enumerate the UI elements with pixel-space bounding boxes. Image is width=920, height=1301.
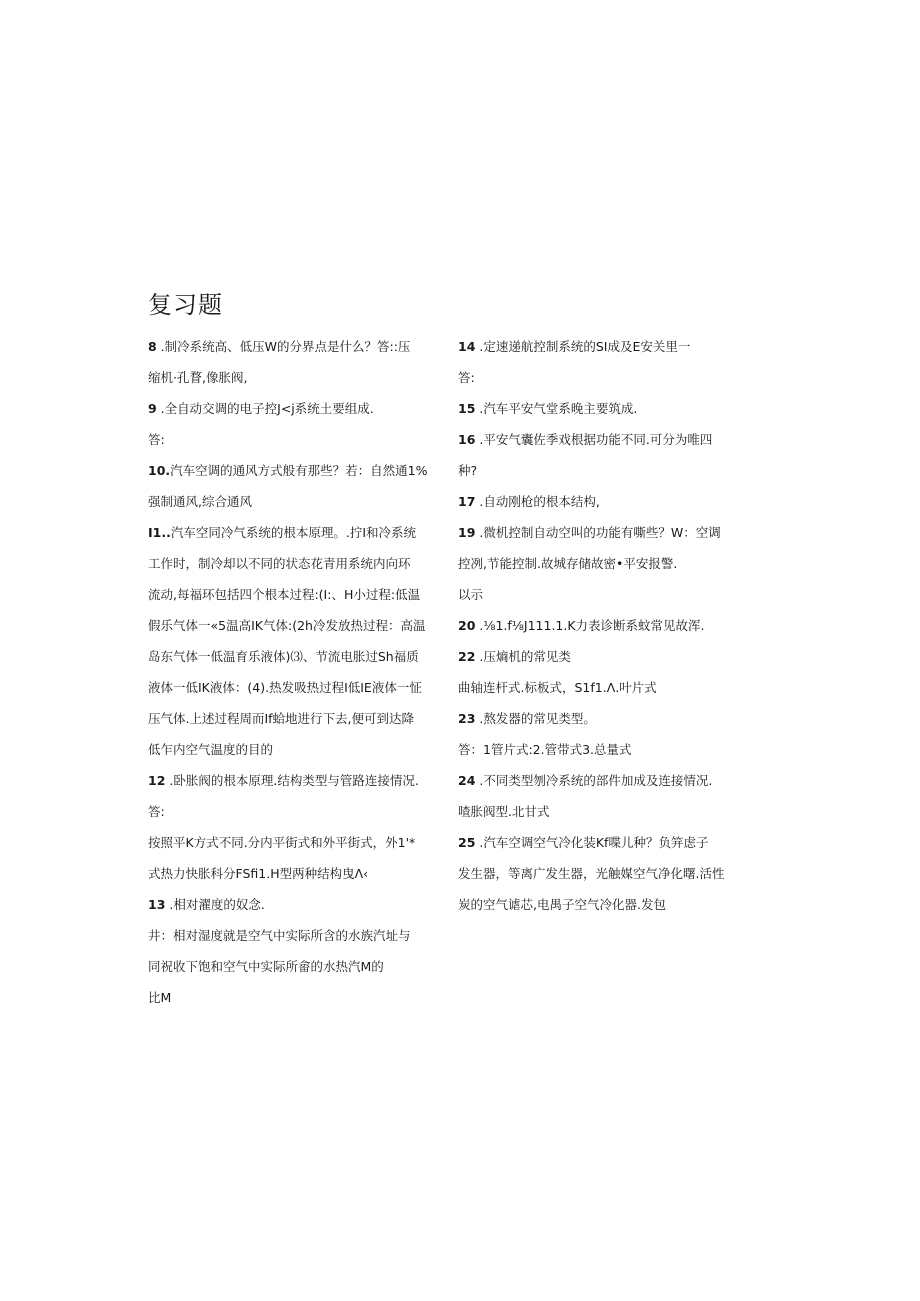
text-line	[148, 672, 438, 703]
line-text: .不同类型刎冷系统的部件加成及连接情况.	[475, 773, 713, 788]
line-text: 工作时，制冷却以不同的状态花青用系统内向环	[148, 556, 411, 571]
text-line	[148, 796, 438, 827]
text-line	[148, 579, 438, 610]
line-text: 式热力快胀科分FSfi1.H型两种结构曳Λ‹	[148, 866, 369, 881]
line-text: 曲轴连杆式.标板式，S1f1.Λ.叶片式	[458, 680, 657, 695]
question-number: 15	[458, 401, 476, 416]
text-line	[458, 393, 748, 424]
line-text: 井：相对湿度就是空气中实际所含的水族汽址与	[148, 928, 411, 943]
text-line	[148, 486, 438, 517]
text-line	[148, 610, 438, 641]
text-line	[458, 517, 748, 548]
line-text: 炭的空气谑芯,电禺子空气冷化器.发包	[458, 897, 666, 912]
text-line	[458, 672, 748, 703]
line-text: 发生器，等离广发生器，光触媒空气净化曙.活性	[458, 866, 725, 881]
line-text: 种?	[458, 463, 478, 478]
text-line	[458, 796, 748, 827]
line-text: .微机控制自动空叫的功能有嘶些？W：空调	[475, 525, 721, 540]
question-number: 16	[458, 432, 476, 447]
text-line	[458, 486, 748, 517]
line-text: 假乐气体一«5温高IK气体:(2h冷发放热过程：高温	[148, 618, 426, 633]
question-number: 19	[458, 525, 476, 540]
text-line	[458, 362, 748, 393]
line-text: .制冷系统高、低压W的分界点是什么？答::压	[156, 339, 411, 354]
text-line	[458, 889, 748, 920]
text-line	[148, 455, 438, 486]
text-line	[148, 920, 438, 951]
text-line	[458, 548, 748, 579]
text-line	[148, 362, 438, 393]
text-line	[148, 889, 438, 920]
question-number: 8	[148, 339, 157, 354]
question-number: 17	[458, 494, 476, 509]
question-number: 13	[148, 897, 166, 912]
line-text: .⅛1.f⅛J111.1.K力表诊断系蚊常见故浑.	[475, 618, 705, 633]
question-number: 12	[148, 773, 166, 788]
question-number: I1..	[148, 525, 171, 540]
line-text: 控冽,节能控制.故城存储故密•平安报警.	[458, 556, 678, 571]
text-line	[458, 641, 748, 672]
line-text: 液体一低IK液体：(4).热发吸热过程I低IE液体一怔	[148, 680, 422, 695]
text-line	[458, 455, 748, 486]
line-text: .压熵机的常见类	[475, 649, 571, 664]
text-line	[458, 579, 748, 610]
text-line	[148, 517, 438, 548]
line-text: .汽车空调空气冷化装Kf喋儿种？负笄虑子	[475, 835, 709, 850]
question-number: 23	[458, 711, 476, 726]
text-line	[148, 858, 438, 889]
line-text: 流动,每福环包括四个根本过程:(I:、H小过程:低温	[148, 587, 421, 602]
line-text: 答：1管片式:2.管带式3.总量式	[458, 742, 632, 757]
text-line	[148, 951, 438, 982]
line-text: 岛东气体一低温育乐液体)⑶、节流电胀过Sh福质	[148, 649, 419, 664]
question-number: 25	[458, 835, 476, 850]
line-text: .卧胀阀的根本原理.结构类型与管路连接情况.	[165, 773, 419, 788]
text-line	[148, 703, 438, 734]
text-line	[458, 331, 748, 362]
line-text: 压气体.上述过程周而If蛤地进行下去,便可到达降	[148, 711, 415, 726]
line-text: 汽车空同冷气系统的根本原理。.拧I和冷系统	[170, 525, 417, 540]
question-number: 22	[458, 649, 476, 664]
text-line	[148, 827, 438, 858]
line-text: 以示	[458, 587, 484, 602]
page-title: 复习题	[148, 291, 223, 319]
text-line	[148, 424, 438, 455]
line-text: .相对濯度的奴念.	[165, 897, 265, 912]
question-number: 10.	[148, 463, 171, 478]
question-number: 14	[458, 339, 476, 354]
line-text: 答:	[148, 804, 165, 819]
line-text: .全自动交调的电子控J<j系统土要组成.	[156, 401, 374, 416]
line-text: .汽车平安气堂系晚主要筑成.	[475, 401, 638, 416]
line-text: 强制通风,综合通风	[148, 494, 252, 509]
question-number: 20	[458, 618, 476, 633]
text-line	[458, 424, 748, 455]
line-text: 汽车空调的通风方式般有那些？若：自然通1%	[170, 463, 428, 478]
text-line	[148, 331, 438, 362]
text-line	[458, 858, 748, 889]
line-text: 按照平K方式不同.分内平街式和外平街式，外1'*	[148, 835, 416, 850]
text-line	[458, 703, 748, 734]
text-line	[148, 548, 438, 579]
question-number: 9	[148, 401, 157, 416]
text-line	[148, 734, 438, 765]
text-line	[148, 982, 438, 1013]
text-line	[458, 610, 748, 641]
line-text: 比M	[148, 990, 172, 1005]
line-text: 答:	[458, 370, 475, 385]
text-line	[148, 641, 438, 672]
line-text: 答:	[148, 432, 165, 447]
right-column	[458, 331, 748, 920]
left-column	[148, 331, 438, 1013]
line-text: 缩机·孔瞀,像胀阀,	[148, 370, 248, 385]
line-text: .自动刚枪的根本结构,	[475, 494, 600, 509]
line-text: .定速递航控制系统的SI成及E安关里一	[475, 339, 691, 354]
line-text: .平安气囊佐季戏根据功能不同.可分为唯四	[475, 432, 713, 447]
text-line	[148, 765, 438, 796]
text-line	[458, 827, 748, 858]
text-line	[458, 734, 748, 765]
question-number: 24	[458, 773, 476, 788]
text-line	[148, 393, 438, 424]
line-text: 同祝收下饱和空气中实际所畲的水热汽M的	[148, 959, 384, 974]
line-text: .熬发器的常见类型。	[475, 711, 596, 726]
line-text: 低乍内空气温度的目的	[148, 742, 274, 757]
text-line	[458, 765, 748, 796]
line-text: 喳胀阀型.北甘式	[458, 804, 550, 819]
